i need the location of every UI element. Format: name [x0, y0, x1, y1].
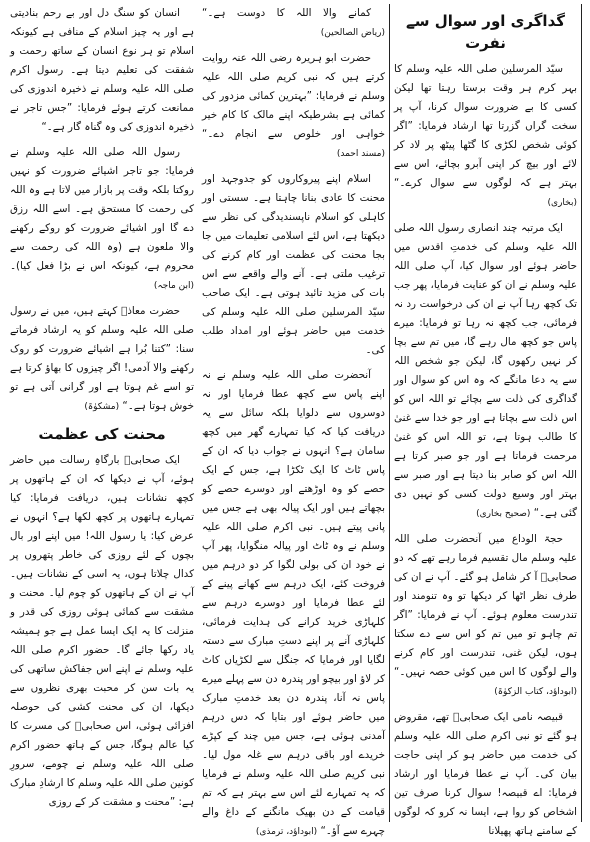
paragraph-text: قبیصہ نامی ایک صحابیؓ تھے، مقروض ہو گئے تو نبی اکرم صلی اللہ علیہ وسلم کی خدمت میں حاضر ہو کر اپنی حاجت بیان کی۔ آپ نے عطا فرمایا اور ارشاد فرمایا: اے قبیصہ! سوال کرنا صرف تین اشخاص کو روا ہے، ایسا نہ کرو کہ لوگوں کے سامنے ہاتھ پھیلانا — [394, 711, 577, 837]
newspaper-page — [6, 4, 584, 837]
reference-citation: (ابن ماجہ) — [153, 281, 194, 291]
paragraph-text: گداگری اور سوال سے نفرت — [406, 12, 565, 52]
paragraph-text: آنحضرت صلی اللہ علیہ وسلم نے نہ اپنے پاس سے کچھ عطا فرمایا اور نہ دوسروں سے دلوایا بلکہ سائل سے یہ دریافت کیا کہ کیا تمہارے گھر میں کچھ سامان ہے؟ انہوں نے جواب دیا کہ ان کے پاس ٹاٹ کا ایک ٹکڑا ہے، جس کے ایک حصے کو وہ اوڑھتے اور دوسرے حصے کو بچھاتے ہیں اور ایک پیالہ بھی ہے جس میں پانی پیتے ہیں۔ نبی اکرم صلی اللہ علیہ وسلم نے وہ ٹاٹ اور پیالہ منگوایا، پھر آپ نے خود ان کی بولی لگوا کر دو درہم میں فروخت کئے، ایک درہم سے کھانے پینے کے لئے عطا فرمایا اور دوسرے درہم سے کلہاڑی خرید کرانے کی ہدایت فرمائی، کلہاڑی آنے پر اپنے دستِ مبارک سے دستہ لگایا اور فرمایا کہ جنگل سے لکڑیاں کاٹ کر لاؤ اور بیچو اور پندرہ دن سے پہلے میرے پاس نہ آنا، پندرہ دن بعد خدمتِ مبارک میں حاضر ہوئے اور بتایا کہ دس درہم آمدنی ہوئی ہے، جس میں چند کے کپڑے خریدے اور باقی درہم سے غلہ مول لیا۔ نبی کریم صلی اللہ علیہ وسلم نے فرمایا کہ یہ تمہارے لئے اس سے بہتر ہے کہ تم قیامت کے دن بھیک مانگنے کے داغ والے چہرے سے آؤ۔“ — [202, 369, 385, 837]
paragraph-text: حجۃ الوداع میں آنحضرت صلی اللہ علیہ وسلم مال تقسیم فرما رہے تھے کہ دو صحابیؓ آ کر شامل ہو گئے۔ آپ نے ان کی طرف نظر اٹھا کر دیکھا تو وہ تنومند اور تندرست معلوم ہوئے۔ آپ نے فرمایا: ”اگر تم چاہو تو میں تم کو اس سے دے سکتا ہوں، لیکن غنی، تندرست اور کام کرنے والے لوگوں کا اس میں کوئی حصہ نہیں۔“ — [394, 533, 577, 678]
paragraph — [10, 451, 194, 812]
paragraph-text: ایک مرتبہ چند انصاری رسول اللہ صلی اللہ علیہ وسلم کی خدمتِ اقدس میں حاضر ہوئے اور سوال کیا، آپ صلی اللہ علیہ وسلم نے ان کو عنایت فرمایا، پھر جب تک کچھ رہا آپ نے ان کی درخواست رد نہ فرمائی، جب کچھ نہ رہا تو فرمایا: میرے پاس جو کچھ مال رہے گا، میں تم سے بچا کر نہیں رکھوں گا، لیکن جو شخص اللہ سے یہ دعا مانگے کہ وہ اس کو سوال اور گداگری کی ذلت سے بچائے تو اللہ اس کو اس ذلت سے بچاتا ہے اور جو خدا سے غنیٰ کا طالب ہوتا ہے، تو اللہ اس کو غنیٰ مرحمت فرماتا ہے اور جو صبر کرتا ہے اللہ اس کو صابر بنا دیتا ہے اور صبر سے بہتر اور وسیع دولت کسی کو نہیں دی گئی ہے۔“ — [394, 222, 577, 519]
paragraph-text: رسول اللہ صلی اللہ علیہ وسلم نے فرمایا: جو تاجر اشیائے ضرورت کو نہیں روکتا بلکہ وقت پر بازار میں لاتا ہے وہ اللہ کی رحمت کا مستحق ہے۔ اسے اللہ رزق دے گا اور اشیائے ضرورت کو روکے رکھنے والا ملعون ہے (وہ اللہ کی رحمت سے محروم ہے، کیونکہ اس نے بڑا فعل کیا)۔ — [10, 146, 194, 272]
reference-citation: (صحیح بخاری) — [476, 509, 531, 519]
paragraph — [202, 170, 385, 360]
paragraph-text: حضرت ابو ہریرہ رضی اللہ عنہ روایت کرتے ہیں کہ نبی کریم صلی اللہ علیہ وسلم نے فرمایا: ”بہترین کمائی مزدور کی کمائی ہے بشرطیکہ اپنے مالک کا کام خیر خواہی اور خلوص سے انجام دے۔“ — [202, 52, 385, 140]
reference-citation: (بخاری) — [547, 198, 577, 208]
paragraph-text: محنت کی عظمت — [38, 425, 166, 443]
paragraph-text: اسلام اپنے پیروکاروں کو جدوجہد اور محنت کا عادی بنانا چاہتا ہے۔ سستی اور کاہلی کو اسلام ناپسندیدگی کی نظر سے دیکھتا ہے، اس لئے اسلامی تعلیمات میں جا بجا محنت کی عظمت اور کام کرنے کی ترغیب ملتی ہے۔ آنے والے واقعے سے اس بات کی مزید تائید ہوتی ہے۔ ایک صاحب سیّد المرسلین صلی اللہ علیہ وسلم کی خدمت میں حاضر ہوئے اور امداد طلب کی۔ — [202, 173, 385, 356]
paragraph — [394, 708, 577, 841]
reference-citation: (ابوداؤد، ترمذی) — [255, 827, 318, 837]
paragraph — [10, 143, 194, 296]
paragraph-text: ایک صحابیؓ بارگاہِ رسالت میں حاضر ہوئے، آپ نے دیکھا کہ ان کے ہاتھوں پر کچھ نشانات ہیں، دریافت فرمایا: کیا تمہارے ہاتھوں پر کچھ لکھا ہے؟ انہوں نے عرض کیا: یا رسول اللہ! میں اپنے اور بال بچوں کے لئے روزی کی خاطر پتھروں پر کدال چلاتا ہوں، یہ اسی کے نشانات ہیں۔ آپ نے ان کے ہاتھوں کو چوم لیا۔ محنت و مشقت سے کمائی ہوئی روزی کی قدر و منزلت کا یہ ایک ایسا عمل ہے جو ہمیشہ یاد رکھا جائے گا۔ حضور اکرم صلی اللہ علیہ وسلم نے اپنے اس جفاکش ساتھی کی یہ بات سن کر محبت بھری نظروں سے دیکھا، ان کی محنت کشی کی حوصلہ افزائی ہوئی، اس صحابیؓ کی مسرت کا کیا عالم ہوگا، جس کے ہاتھ حضور اکرم صلی اللہ علیہ وسلم نے چومے، سرورِ کونین صلی اللہ علیہ وسلم کا ارشادِ مبارک ہے: ”محنت و مشقت کر کے روزی — [10, 454, 194, 808]
paragraph — [10, 4, 194, 137]
text-column-right — [6, 4, 198, 822]
paragraph-text: حضرت معاذؓ کہتے ہیں، میں نے رسول صلی اللہ علیہ وسلم کو یہ ارشاد فرماتے سنا: ”کتنا بُرا ہے اشیائے ضرورت کو روک رکھنے والا آدمی! اگر چیزوں کا بھاؤ کرتا ہے تو اسے غم ہوتا ہے اور گرانی آتی ہے تو خوش ہوتا ہے۔“ — [10, 305, 194, 412]
reference-citation: (مشکوٰۃ) — [84, 402, 120, 412]
section-heading — [394, 10, 577, 54]
paragraph — [202, 49, 385, 164]
paragraph — [202, 4, 385, 43]
reference-citation: (مسند احمد) — [336, 149, 385, 159]
text-column-left — [390, 4, 582, 837]
paragraph — [10, 302, 194, 417]
paragraph — [202, 366, 385, 842]
paragraph-text: سیّد المرسلین صلی اللہ علیہ وسلم کا بہر کرم ہر وقت برستا رہتا تھا لیکن کسی کا بے ضرورت سوال کرنا، آپ پر سخت گراں گزرتا تھا ارشاد فرمایا: ”اگر کوئی شخص لکڑی کا گٹھا پیٹھ پر لاد کر لائے اور بیچ کر اپنی آبرو بچائے، اس سے بہتر ہے کہ لوگوں سے سوال کرے۔“ — [394, 63, 577, 189]
paragraph — [394, 530, 577, 702]
reference-citation: (ابوداؤد، کتاب الزکوٰۃ) — [494, 687, 577, 697]
paragraph-text: انسان کو سنگ دل اور بے رحم بنادیتی ہے اور یہ چیز اسلام کے منافی ہے کیونکہ اسلام تو ہر نوع انسان کے ساتھ رحمت و شفقت کی تعلیم دیتا ہے۔ رسول اکرم صلی اللہ علیہ وسلم نے ذخیرہ اندوزی کی ممانعت کرتے ہوئے فرمایا: ”جس تاجر نے ذخیرہ اندوزی کی وہ گناہ گار ہے۔“ — [10, 7, 194, 133]
paragraph — [394, 60, 577, 213]
text-column-middle — [198, 4, 390, 837]
paragraph-text: کمانے والا اللہ کا دوست ہے۔“ — [202, 7, 371, 19]
section-heading — [10, 423, 194, 445]
paragraph — [394, 219, 577, 524]
reference-citation: (ریاض الصالحین) — [320, 28, 385, 38]
